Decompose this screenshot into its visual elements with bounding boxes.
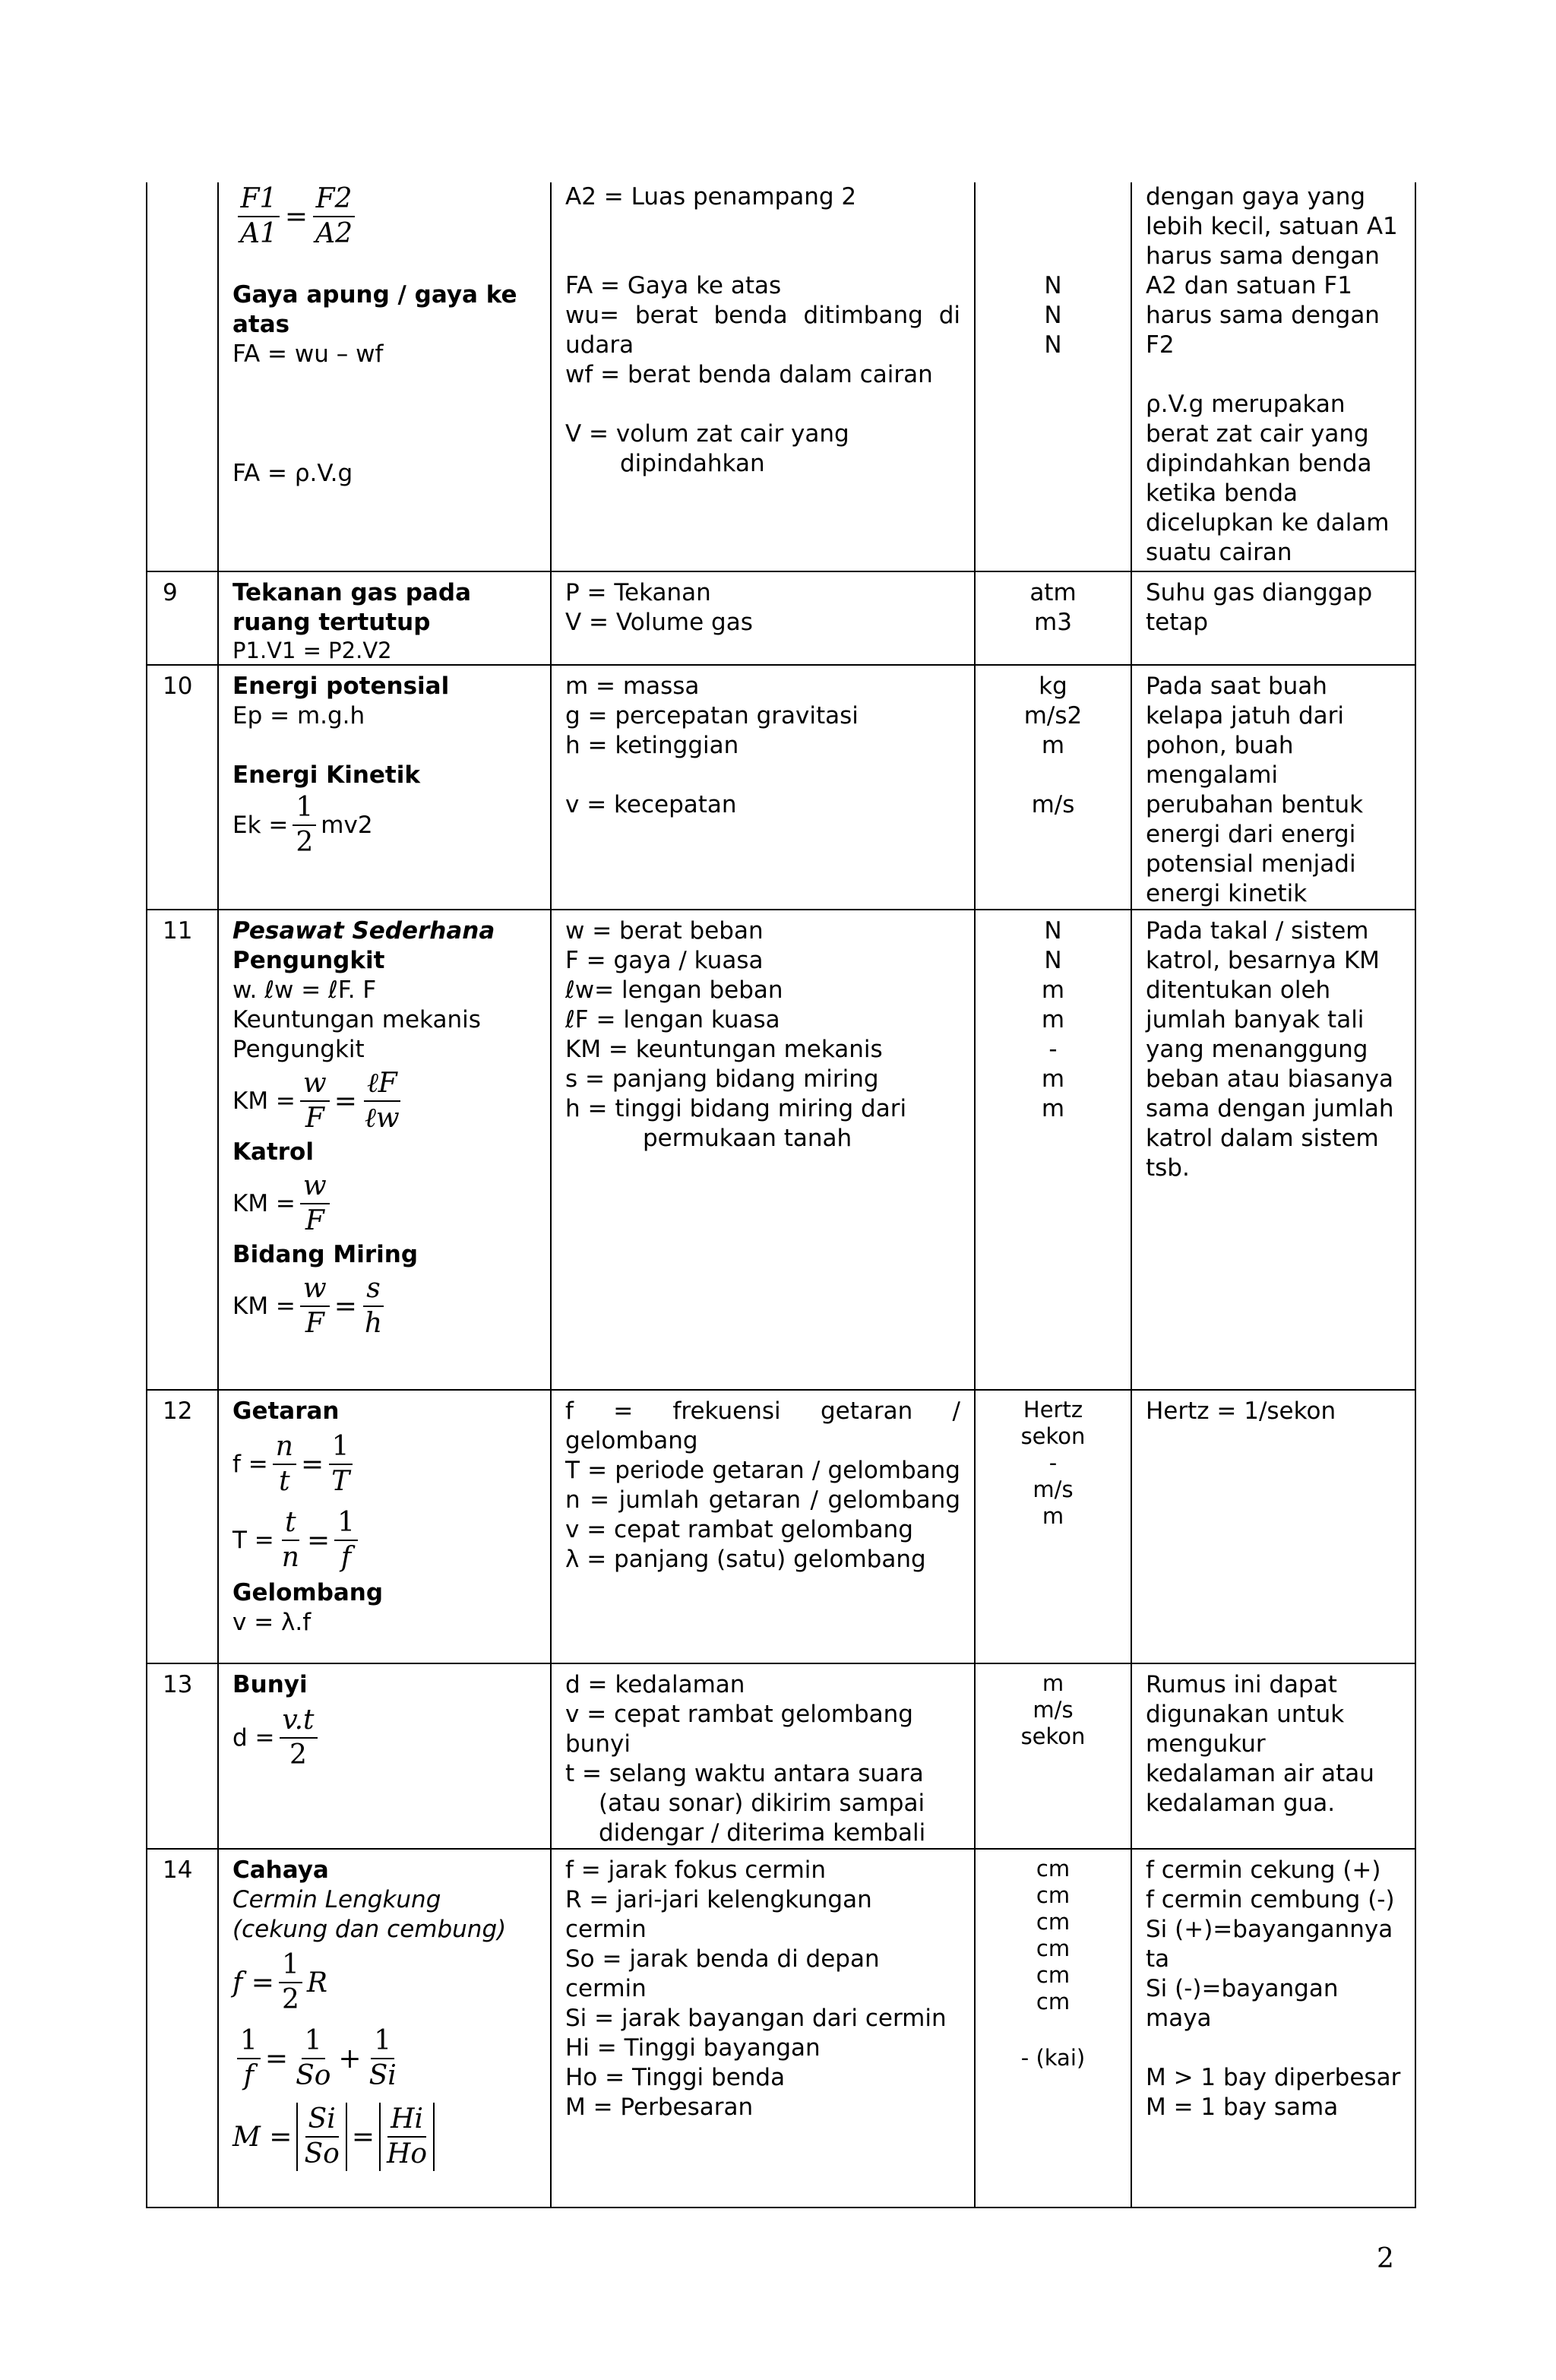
formula-subheading: (cekung dan cembung) [232, 1916, 507, 1943]
formula-text: Keuntungan mekanis Pengungkit [232, 1006, 481, 1063]
variables-cell [551, 1663, 975, 1849]
row-number [147, 182, 218, 571]
fraction-s-h: $\frac{s}{h}$ [364, 1273, 383, 1339]
unit-value: m [1041, 732, 1065, 759]
variable-line: λ = panjang (satu) gelombang [565, 1546, 926, 1573]
variable-line: permukaan tanah [643, 1125, 852, 1152]
formula-cell: $\frac{F1}{A1}$ = $\frac{F2}{A2}$ Gaya apung / gaya ke atas FA = wu – wf FA = ρ.V.g [218, 182, 551, 571]
fraction-w-f: $\frac{w}{F}$ [300, 1272, 330, 1340]
variable-line: R = jari-jari kelengkungan cermin [565, 1886, 872, 1943]
unit-value: m [1041, 1095, 1065, 1122]
formula-prefix: KM = [232, 1189, 296, 1217]
unit-value: N [1044, 947, 1062, 974]
unit-value: m [1041, 1065, 1065, 1093]
notes-cell [1131, 910, 1415, 1390]
units-cell [975, 910, 1131, 1390]
formula-heading: Bidang Miring [232, 1241, 419, 1268]
row-number: 12 [147, 1390, 218, 1663]
unit-value: - [1048, 1450, 1058, 1476]
variable-line: KM = keuntungan mekanis [565, 1036, 883, 1063]
formula-text: P1.V1 = P2.V2 [232, 638, 392, 663]
unit-value: m [1041, 976, 1065, 1004]
formula-cell: Getaran f = $\frac{n}{t}$ = $\frac{1}{T}$ T = $\frac{t}{n}$ = $\frac{1}{f}$ Gelombang v = λ.f [218, 1390, 551, 1663]
table-row [147, 1663, 1415, 1849]
table-row [147, 571, 1415, 665]
variable-line: M = Perbesaran [565, 2094, 754, 2121]
unit-value: N [1044, 917, 1062, 945]
formula-cell: Cahaya Cermin Lengkung (cekung dan cembung) f = $\frac{1}{2}$ R $\frac{1}{f}$ = $\frac{1}{So}$ + $\frac{1}{Si}$ M = $\frac{Si}{So}$ = $\frac{Hi}{Ho}$ [218, 1849, 551, 2208]
variable-line: wf = berat benda dalam cairan [565, 361, 933, 388]
table-row [147, 182, 1415, 571]
table-row [147, 1849, 1415, 2208]
unit-value: m/s [1033, 1476, 1074, 1502]
unit-value: m [1042, 1503, 1064, 1529]
variable-line: Ho = Tinggi benda [565, 2064, 786, 2091]
fraction-t-n: $\frac{t}{n}$ [281, 1507, 299, 1573]
note-text: Si (+)=bayangannyata [1146, 1916, 1393, 1973]
unit-value: sekon [1020, 1423, 1086, 1449]
variable-line: FA = Gaya ke atas [565, 272, 782, 299]
variables-cell [551, 910, 975, 1390]
unit-value: N [1044, 302, 1062, 329]
variable-line: v = cepat rambat gelombang [565, 1516, 913, 1543]
variables-cell [551, 1390, 975, 1663]
formula-text: FA = ρ.V.g [232, 460, 353, 487]
absolute-value [379, 2103, 435, 2171]
formula-text: FA = wu – wf [232, 340, 384, 368]
fraction-1-si: $\frac{1}{Si}$ [368, 2025, 397, 2091]
table-row [147, 1390, 1415, 1663]
fraction-w-f: $\frac{w}{F}$ [300, 1067, 330, 1135]
units-cell [975, 1390, 1131, 1663]
page-number: 2 [1377, 2243, 1394, 2274]
formula-heading: Getaran [232, 1397, 340, 1425]
variable-line: m = massa [565, 673, 700, 700]
notes-cell [1131, 1849, 1415, 2208]
unit-value: m [1041, 1006, 1065, 1033]
unit-value: sekon [1020, 1723, 1086, 1749]
unit-value: cm [1036, 1856, 1071, 1882]
formula-prefix: T = [232, 1526, 274, 1554]
unit-value: cm [1036, 1882, 1071, 1908]
unit-value: m3 [1034, 609, 1072, 636]
units-cell [975, 665, 1131, 910]
variable-line: n = jumlah getaran / gelombang [565, 1486, 960, 1514]
fraction-f1-a1: $\frac{F1}{A1}$ [237, 182, 280, 251]
variables-cell [551, 665, 975, 910]
fraction-f2-a2: $\frac{F2}{A2}$ [312, 182, 356, 251]
unit-value: m/s [1033, 1697, 1074, 1723]
note-text: M > 1 bay diperbesar [1146, 2064, 1401, 2091]
variable-line: t = selang waktu antara suara [565, 1760, 924, 1787]
formula-heading: Bunyi [232, 1671, 308, 1698]
note-text: Si (-)=bayangan maya [1146, 1975, 1339, 2032]
fraction-1-f: $\frac{1}{f}$ [237, 2024, 261, 2093]
fraction-vt-2: $\frac{v.t}{2}$ [280, 1704, 318, 1772]
formula-cell [218, 571, 551, 665]
fraction-half: $\frac{1}{2}$ [293, 791, 316, 859]
units-cell [975, 1849, 1131, 2208]
variable-line: V = Volume gas [565, 609, 753, 636]
table-row [147, 665, 1415, 910]
variable-line: P = Tekanan [565, 579, 711, 606]
variables-cell [551, 1849, 975, 2208]
unit-value: cm [1036, 1989, 1071, 2014]
variable-line: ℓF = lengan kuasa [565, 1006, 780, 1033]
row-number: 9 [147, 571, 218, 665]
fraction-w-f: $\frac{w}{F}$ [300, 1169, 330, 1238]
physics-formula-table [146, 182, 1416, 2208]
variable-line: d = kedalaman [565, 1671, 745, 1698]
unit-value: m [1042, 1670, 1064, 1696]
note-text: Rumus ini dapat digunakan untuk mengukur kedalaman air atau kedalaman gua. [1146, 1671, 1374, 1817]
note-text: Pada takal / sistem katrol, besarnya KM ditentukan oleh jumlah banyak tali yang menanggung beban atau biasanya sama dengan jumlah katrol dalam sistem tsb. [1146, 917, 1394, 1182]
row-number: 10 [147, 665, 218, 910]
formula-cell [218, 1663, 551, 1849]
variable-line: v = kecepatan [565, 791, 737, 818]
formula-text: w. ℓw = ℓF. F [232, 976, 377, 1004]
variable-line: T = periode getaran / gelombang [565, 1457, 960, 1484]
variable-line: wu= berat benda ditimbang di udara [565, 302, 960, 359]
formula-text: Ep = m.g.h [232, 702, 365, 730]
note-text: Hertz = 1/sekon [1146, 1397, 1336, 1425]
variable-line: F = gaya / kuasa [565, 947, 764, 974]
formula-cell: Pesawat Sederhana Pengungkit w. ℓw = ℓF. F Keuntungan mekanis Pengungkit KM = $\frac{w}{F}$ = $\frac{\text{ℓF}}{\text{ℓw}}$ Katrol KM = $\frac{w}{F}$ Bidang Miring KM = $\frac{w}{F}$ = $\frac{s}{h}$ [218, 910, 551, 1390]
table-row [147, 910, 1415, 1390]
formula-heading: Cahaya [232, 1856, 329, 1884]
math-symbol: R [306, 1967, 327, 1999]
unit-value: cm [1036, 1962, 1071, 1988]
absolute-value [296, 2103, 346, 2171]
formula-text: v = λ.f [232, 1609, 312, 1636]
note-text: M = 1 bay sama [1146, 2094, 1339, 2121]
variable-line: g = percepatan gravitasi [565, 702, 859, 730]
notes-cell [1131, 182, 1415, 571]
math-symbol: M = [232, 2121, 293, 2153]
formula-suffix: mv2 [321, 811, 373, 839]
variable-line: s = panjang bidang miring [565, 1065, 879, 1093]
fraction-1-f: $\frac{1}{f}$ [334, 1506, 358, 1575]
unit-value: N [1044, 331, 1062, 359]
formula-heading: Pesawat Sederhana [232, 917, 495, 945]
note-text: f cermin cekung (+) [1146, 1856, 1381, 1884]
note-text: ρ.V.g merupakan berat zat cair yang dipindahkan benda ketika benda dicelupkan ke dalam suatu cairan [1146, 391, 1390, 566]
variable-line: dipindahkan [620, 450, 765, 477]
formula-prefix: Ek = [232, 811, 289, 839]
variable-line: (atau sonar) dikirim sampai [599, 1790, 925, 1817]
variable-line: So = jarak benda di depan cermin [565, 1945, 880, 2002]
variable-line: V = volum zat cair yang [565, 420, 849, 448]
fraction-half: $\frac{1}{2}$ [279, 1948, 302, 2017]
variable-line: f = frekuensi getaran / gelombang [565, 1397, 960, 1454]
formula-cell [218, 665, 551, 910]
variable-line: Hi = Tinggi bayangan [565, 2034, 821, 2062]
formula-prefix: f = [232, 1450, 268, 1478]
note-text: dengan gaya yang lebih kecil, satuan A1 harus sama dengan A2 dan satuan F1 harus sama dengan F2 [1146, 183, 1398, 359]
math-symbol: f = [232, 1967, 274, 1999]
formula-heading: Gelombang [232, 1579, 384, 1606]
variable-line: f = jarak fokus cermin [565, 1856, 827, 1884]
variable-line: ℓw= lengan beban [565, 976, 783, 1004]
fraction-n-t: $\frac{n}{t}$ [273, 1430, 296, 1499]
variable-line: h = tinggi bidang miring dari [565, 1095, 907, 1122]
unit-value: - (kai) [1020, 2045, 1086, 2071]
unit-value: m/s2 [1023, 702, 1083, 730]
unit-value: atm [1029, 579, 1077, 606]
formula-subheading: Cermin Lengkung [232, 1886, 441, 1913]
units-cell [975, 182, 1131, 571]
variable-line: v = cepat rambat gelombang bunyi [565, 1701, 913, 1758]
unit-value: kg [1039, 673, 1067, 700]
formula-prefix: d = [232, 1723, 275, 1752]
unit-value: cm [1036, 1935, 1071, 1961]
formula-subheading: Pengungkit [232, 947, 385, 974]
formula-prefix: KM = [232, 1087, 296, 1115]
fraction-lf-lw: $\frac{\text{ℓF}}{\text{ℓw}}$ [364, 1068, 400, 1134]
variable-line: Si = jarak bayangan dari cermin [565, 2005, 947, 2032]
unit-value: N [1044, 272, 1062, 299]
formula-heading: Tekanan gas pada ruang tertutup [232, 579, 472, 636]
fraction-si-so: $\frac{Si}{So}$ [304, 2103, 340, 2170]
notes-cell [1131, 1663, 1415, 1849]
notes-cell [1131, 665, 1415, 910]
fraction-1-t: $\frac{1}{T}$ [328, 1430, 353, 1499]
variables-cell [551, 182, 975, 571]
fraction-1-so: $\frac{1}{So}$ [296, 2025, 331, 2091]
unit-value: - [1048, 1036, 1058, 1063]
unit-value: cm [1036, 1909, 1071, 1935]
formula-prefix: KM = [232, 1292, 296, 1320]
formula-heading: Katrol [232, 1138, 314, 1166]
unit-value: Hertz [1023, 1397, 1083, 1423]
units-cell [975, 571, 1131, 665]
formula-heading: Gaya apung / gaya ke atas [232, 281, 517, 338]
note-text: Suhu gas dianggap tetap [1146, 579, 1373, 636]
formula-heading: Energi Kinetik [232, 761, 420, 789]
units-cell [975, 1663, 1131, 1849]
formula-heading: Energi potensial [232, 673, 450, 700]
unit-value: m/s [1031, 791, 1075, 818]
fraction-hi-ho: $\frac{Hi}{Ho}$ [386, 2103, 428, 2170]
notes-cell [1131, 1390, 1415, 1663]
variables-cell [551, 571, 975, 665]
note-text: Pada saat buah kelapa jatuh dari pohon, buah mengalami perubahan bentuk energi dari energi potensial menjadi energi kinetik [1146, 673, 1364, 907]
variable-line: h = ketinggian [565, 732, 739, 759]
variable-line: A2 = Luas penampang 2 [565, 183, 857, 210]
note-text: f cermin cembung (-) [1146, 1886, 1395, 1913]
row-number: 14 [147, 1849, 218, 2208]
row-number: 11 [147, 910, 218, 1390]
notes-cell [1131, 571, 1415, 665]
variable-line: didengar / diterima kembali [599, 1819, 926, 1847]
variable-line: w = berat beban [565, 917, 764, 945]
row-number: 13 [147, 1663, 218, 1849]
